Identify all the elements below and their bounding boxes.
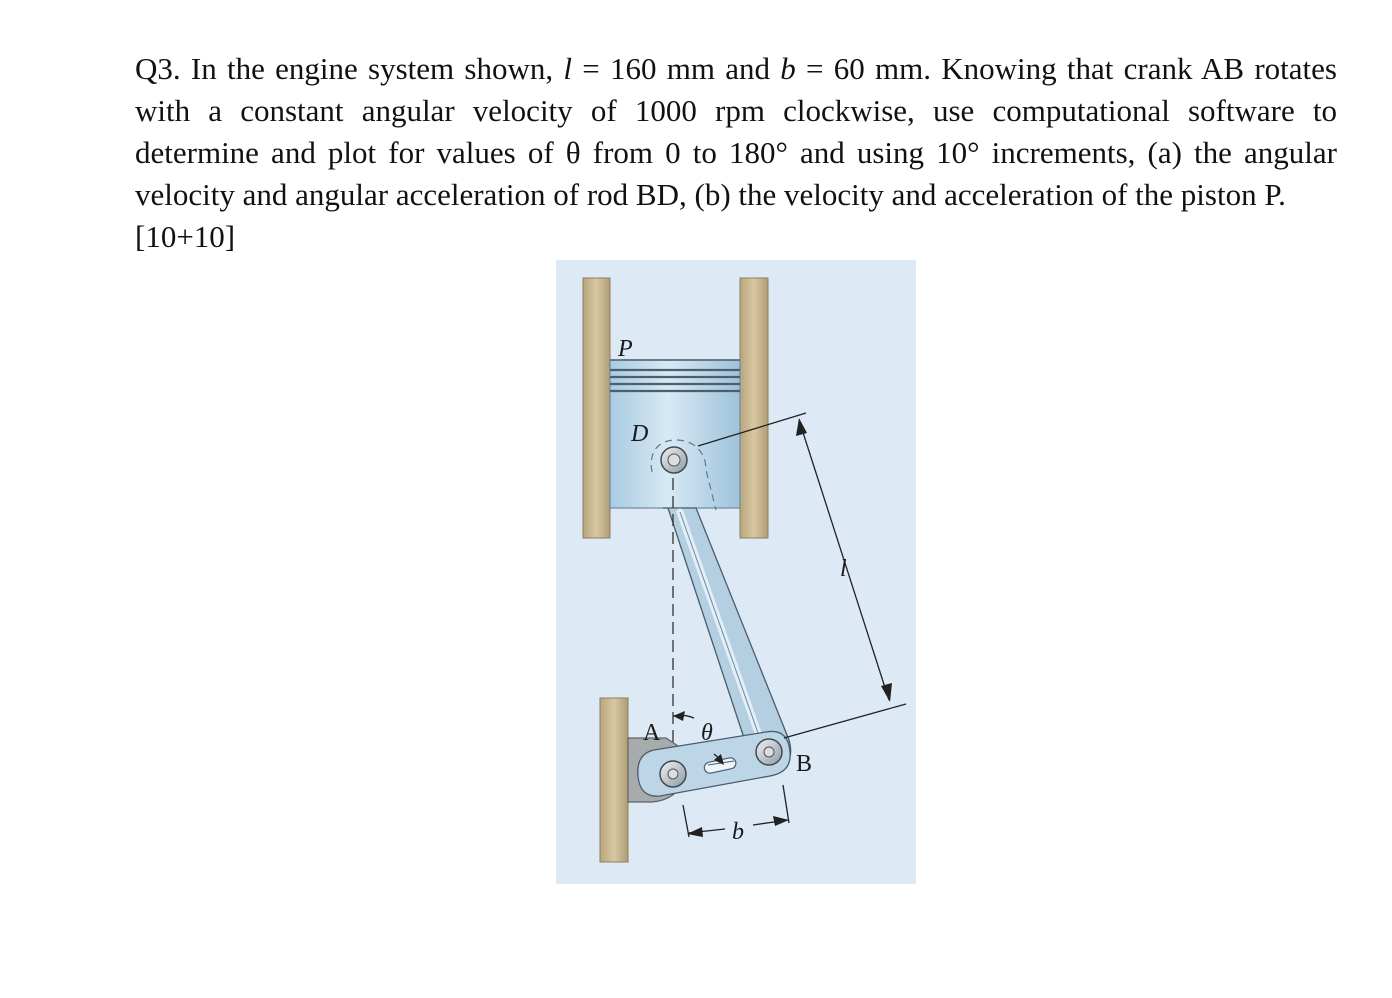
- pin-d: [661, 447, 687, 473]
- cylinder-wall-left: [583, 278, 610, 538]
- piston: [610, 360, 740, 508]
- question-part1: = 160 mm and: [571, 51, 781, 86]
- engine-figure: [556, 260, 916, 884]
- label-theta: θ: [701, 720, 713, 746]
- label-a: A: [643, 720, 661, 746]
- symbol-b: b: [780, 51, 796, 86]
- pin-a: [660, 761, 686, 787]
- engine-diagram: [556, 260, 916, 884]
- question-paragraph: [135, 48, 1337, 216]
- frame-wall: [600, 698, 628, 862]
- label-p: P: [618, 336, 633, 362]
- label-d: D: [631, 421, 649, 447]
- cylinder-wall-right: [740, 278, 768, 538]
- label-b-dim: b: [732, 819, 744, 845]
- label-l: l: [840, 556, 847, 582]
- question-part2: = 60 mm. Knowing that crank AB rotates with a constant angular velocity of 1000 rpm clockwise, use computational software to determine and plot for values of θ from 0 to 180° and using 10° increments, (a) the angular velocity and angular acceleration of rod BD, (b) the velocity and acceleration of the piston P.: [135, 51, 1337, 212]
- pin-b: [756, 739, 782, 765]
- question-text: [135, 48, 1337, 258]
- symbol-l: l: [563, 51, 572, 86]
- question-prefix: Q3. In the engine system shown,: [135, 51, 564, 86]
- label-b-point: B: [796, 751, 813, 777]
- question-marks: [10+10]: [135, 219, 236, 254]
